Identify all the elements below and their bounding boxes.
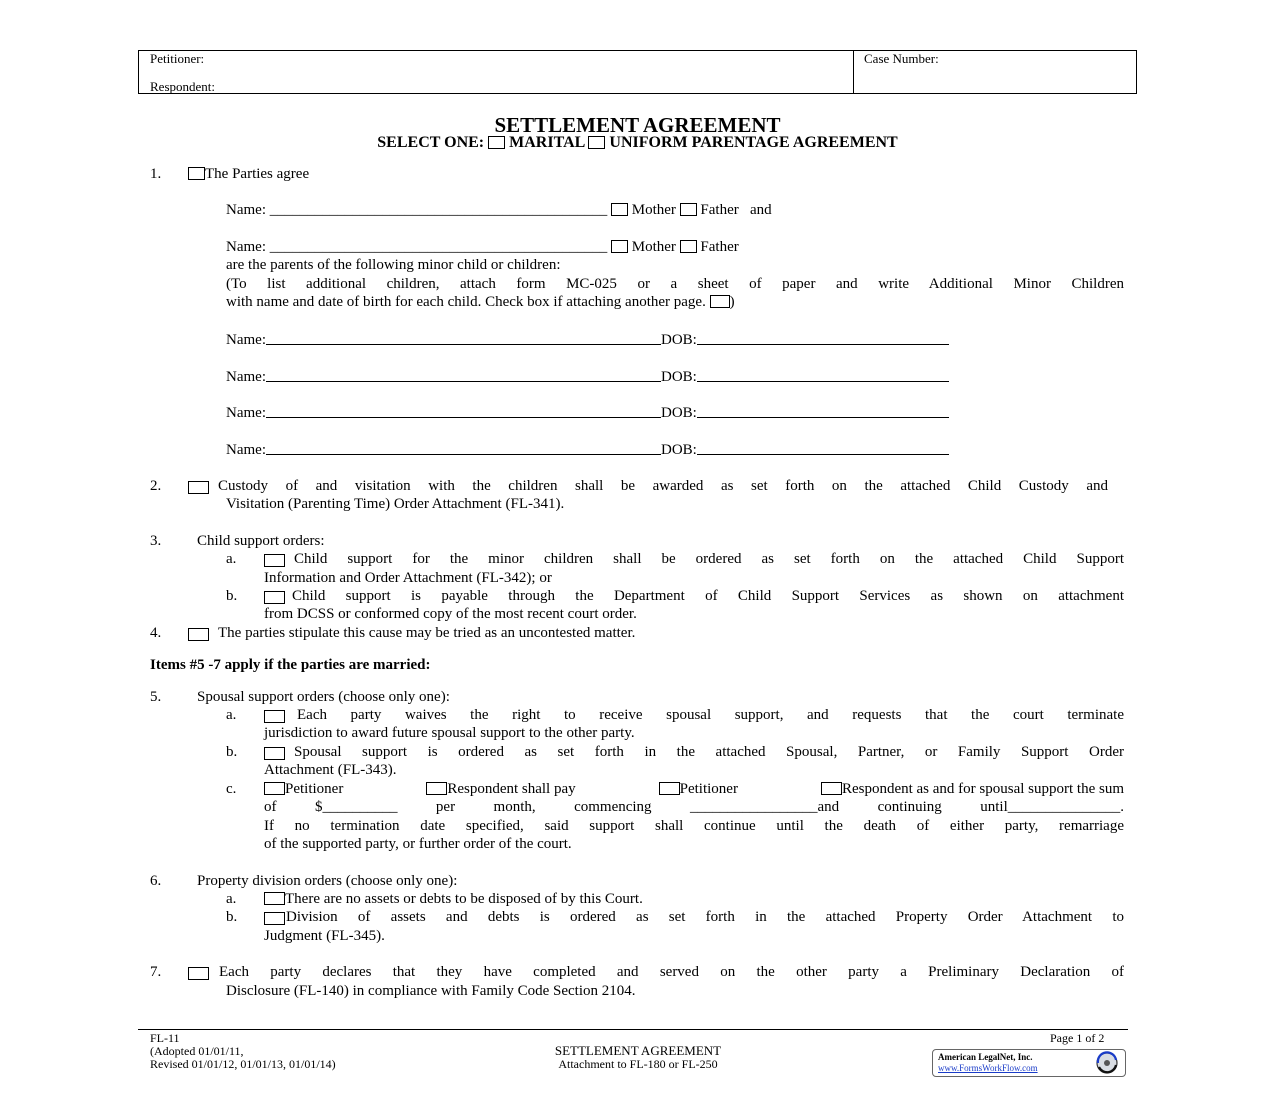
parent1-mother-checkbox[interactable]: [611, 203, 628, 216]
married-note: Items #5 -7 apply if the parties are married:: [150, 657, 431, 673]
item3b-line1: Child support is payable through the Department of Child Support Services as shown on attachment: [292, 588, 1124, 604]
parties-agree-label: The Parties agree: [205, 166, 310, 182]
item2-line2: Visitation (Parenting Time) Order Attachment (FL-341).: [226, 496, 565, 512]
child-name-field[interactable]: [266, 404, 661, 418]
item5b-line1: Spousal support is ordered as set forth in the attached Spousal, Partner, or Family Support Order: [294, 744, 1124, 760]
child-name-label: Name:: [226, 369, 266, 385]
item5a-line1: Each party waives the right to receive spousal support, and requests that the court terminate: [297, 707, 1124, 723]
item5-label: Spousal support orders (choose only one):: [197, 689, 450, 705]
item7-line1: Each party declares that they have completed and served on the other party a Preliminary Declaration of: [219, 964, 1124, 980]
logo-url[interactable]: www.FormsWorkFlow.com: [938, 1063, 1038, 1073]
select-one-row: [0, 134, 1275, 152]
petitioner-label: Petitioner:: [150, 51, 205, 66]
disclosure-checkbox[interactable]: [188, 967, 209, 980]
marital-label: MARITAL: [509, 134, 585, 151]
footer-subtitle: Attachment to FL-180 or FL-250: [558, 1057, 718, 1071]
page-title: SETTLEMENT AGREEMENT: [494, 113, 781, 137]
item3a-letter: a.: [226, 551, 237, 567]
logo-company: American LegalNet, Inc.: [938, 1052, 1033, 1062]
child-row: [226, 331, 949, 349]
parent2-name-line[interactable]: _____________________________________________: [269, 239, 608, 255]
child-dob-label: DOB:: [660, 442, 697, 458]
case-number-label: Case Number:: [864, 51, 939, 66]
parents-text: are the parents of the following minor child or children:: [226, 257, 561, 273]
item7-line2: Disclosure (FL-140) in compliance with Family Code Section 2104.: [226, 983, 636, 999]
item2-line1: Custody of and visitation with the children shall be awarded as set forth on the attached Child Custody and: [218, 478, 1108, 494]
parent2-father-checkbox[interactable]: [680, 240, 697, 253]
item5c-line2: of $__________ per month, commencing _________________and continuing until_______________.: [264, 799, 1124, 815]
child-row: [226, 404, 949, 422]
item6a-row: [264, 891, 643, 908]
attach-line2-row: [226, 294, 735, 311]
parent2-name-label: Name:: [226, 239, 266, 255]
item5a-letter: a.: [226, 707, 237, 723]
child-dob-label: DOB:: [660, 369, 697, 385]
child-dob-field[interactable]: [697, 368, 949, 382]
uniform-parentage-checkbox[interactable]: [588, 136, 605, 149]
child-dob-label: DOB:: [660, 405, 697, 421]
uniform-parentage-label: UNIFORM PARENTAGE AGREEMENT: [609, 134, 898, 151]
item6a-text: There are no assets or debts to be disposed of by this Court.: [285, 891, 643, 907]
respondent-label: Respondent:: [150, 79, 215, 94]
child-name-label: Name:: [226, 332, 266, 348]
child-name-label: Name:: [226, 405, 266, 421]
caption-box: [138, 50, 1137, 94]
page-number: Page 1 of 2: [1050, 1031, 1105, 1045]
parent1-father-label: Father: [700, 202, 739, 218]
parties-agree-checkbox[interactable]: [188, 167, 205, 180]
parent1-name-label: Name:: [226, 202, 266, 218]
select-one-label: SELECT ONE:: [377, 134, 485, 151]
child-name-field[interactable]: [266, 441, 661, 455]
waive-support-checkbox[interactable]: [264, 710, 285, 723]
item6-number: 6.: [150, 873, 162, 889]
parent1-father-checkbox[interactable]: [680, 203, 697, 216]
item5c-letter: c.: [226, 781, 237, 797]
item1-number: 1.: [150, 166, 162, 182]
attach-line2: with name and date of birth for each child. Check box if attaching another page.: [226, 294, 706, 310]
child-name-field[interactable]: [266, 331, 661, 345]
and-label: and: [749, 202, 772, 218]
item3a-line1: Child support for the minor children shall be ordered as set forth on the attached Child Support: [294, 551, 1124, 567]
item5b-letter: b.: [226, 744, 238, 760]
child-support-order-checkbox[interactable]: [264, 554, 285, 567]
uncontested-checkbox[interactable]: [188, 628, 209, 641]
adopted-date: (Adopted 01/01/11,: [150, 1044, 244, 1058]
child-dob-field[interactable]: [697, 331, 949, 345]
child-dob-label: DOB:: [660, 332, 697, 348]
attach-page-checkbox[interactable]: [710, 295, 730, 308]
no-assets-checkbox[interactable]: [264, 892, 285, 905]
publisher-logo[interactable]: [932, 1049, 1126, 1077]
item5c-part1: [264, 781, 343, 798]
attach-line1: (To list additional children, attach form MC-025 or a sheet of paper and write Additional Minor Children: [226, 276, 1124, 292]
item7-number: 7.: [150, 964, 162, 980]
attach-close-paren: ): [729, 294, 735, 310]
item5b-line2: Attachment (FL-343).: [264, 762, 397, 778]
item4-number: 4.: [150, 625, 162, 641]
payer-respondent-checkbox[interactable]: [426, 782, 447, 795]
child-row: [226, 368, 949, 386]
parent2-father-label: Father: [700, 239, 739, 255]
item3b-line2: from DCSS or conformed copy of the most recent court order.: [264, 606, 637, 622]
item3a-line2: Information and Order Attachment (FL-342); or: [264, 570, 552, 586]
parent1-name-line[interactable]: _____________________________________________: [269, 202, 608, 218]
parent1-row: [226, 202, 772, 219]
footer-title: SETTLEMENT AGREEMENT: [554, 1043, 722, 1058]
item3-number: 3.: [150, 533, 162, 549]
item6b-letter: b.: [226, 909, 238, 925]
payee-respondent-checkbox[interactable]: [821, 782, 842, 795]
logo-swirl-icon: [1093, 1051, 1121, 1075]
item5c-rest: Respondent as and for spousal support the sum: [841, 781, 1124, 797]
item3-label: Child support orders:: [197, 533, 325, 549]
item6b-line2: Judgment (FL-345).: [264, 928, 385, 944]
item5c-part4: [821, 781, 1124, 798]
item5-number: 5.: [150, 689, 162, 705]
item2-number: 2.: [150, 478, 162, 494]
payee-petitioner-checkbox[interactable]: [659, 782, 680, 795]
item1-row: [188, 166, 309, 183]
revised-dates: Revised 01/01/12, 01/01/13, 01/01/14): [150, 1057, 336, 1071]
item5c-row: [264, 781, 1124, 798]
item5c-part2: [426, 781, 575, 798]
payee-petitioner-label: Petitioner: [679, 781, 738, 797]
spousal-order-checkbox[interactable]: [264, 747, 285, 760]
footer-rule: [138, 1029, 1128, 1030]
parent2-row: [226, 239, 739, 256]
child-dob-field[interactable]: [697, 441, 949, 455]
child-name-label: Name:: [226, 442, 266, 458]
form-id: FL-11: [150, 1031, 180, 1045]
item5a-line2: jurisdiction to award future spousal support to the other party.: [264, 725, 635, 741]
item4-text: The parties stipulate this cause may be tried as an uncontested matter.: [218, 625, 636, 641]
parent1-mother-label: Mother: [631, 202, 676, 218]
item6b-line1: Division of assets and debts is ordered as set forth in the attached Property Order Attachment to: [286, 909, 1124, 925]
respondent-shall-pay-label: Respondent shall pay: [447, 781, 576, 797]
payer-petitioner-label: Petitioner: [285, 781, 344, 797]
custody-checkbox[interactable]: [188, 481, 209, 494]
marital-checkbox[interactable]: [488, 136, 505, 149]
item3b-letter: b.: [226, 588, 238, 604]
child-row: [226, 441, 949, 459]
payer-petitioner-checkbox[interactable]: [264, 782, 285, 795]
item5c-part3: [659, 781, 738, 798]
parent2-mother-label: Mother: [631, 239, 676, 255]
parent2-mother-checkbox[interactable]: [611, 240, 628, 253]
item6a-letter: a.: [226, 891, 237, 907]
dcss-checkbox[interactable]: [264, 591, 285, 604]
caption-divider: [853, 51, 854, 93]
item5c-line3: If no termination date specified, said support shall continue until the death of either party, remarriage: [264, 818, 1124, 834]
item5c-line4: of the supported party, or further order of the court.: [264, 836, 572, 852]
child-dob-field[interactable]: [697, 404, 949, 418]
child-name-field[interactable]: [266, 368, 661, 382]
property-division-checkbox[interactable]: [264, 912, 285, 925]
item6-label: Property division orders (choose only one):: [197, 873, 458, 889]
